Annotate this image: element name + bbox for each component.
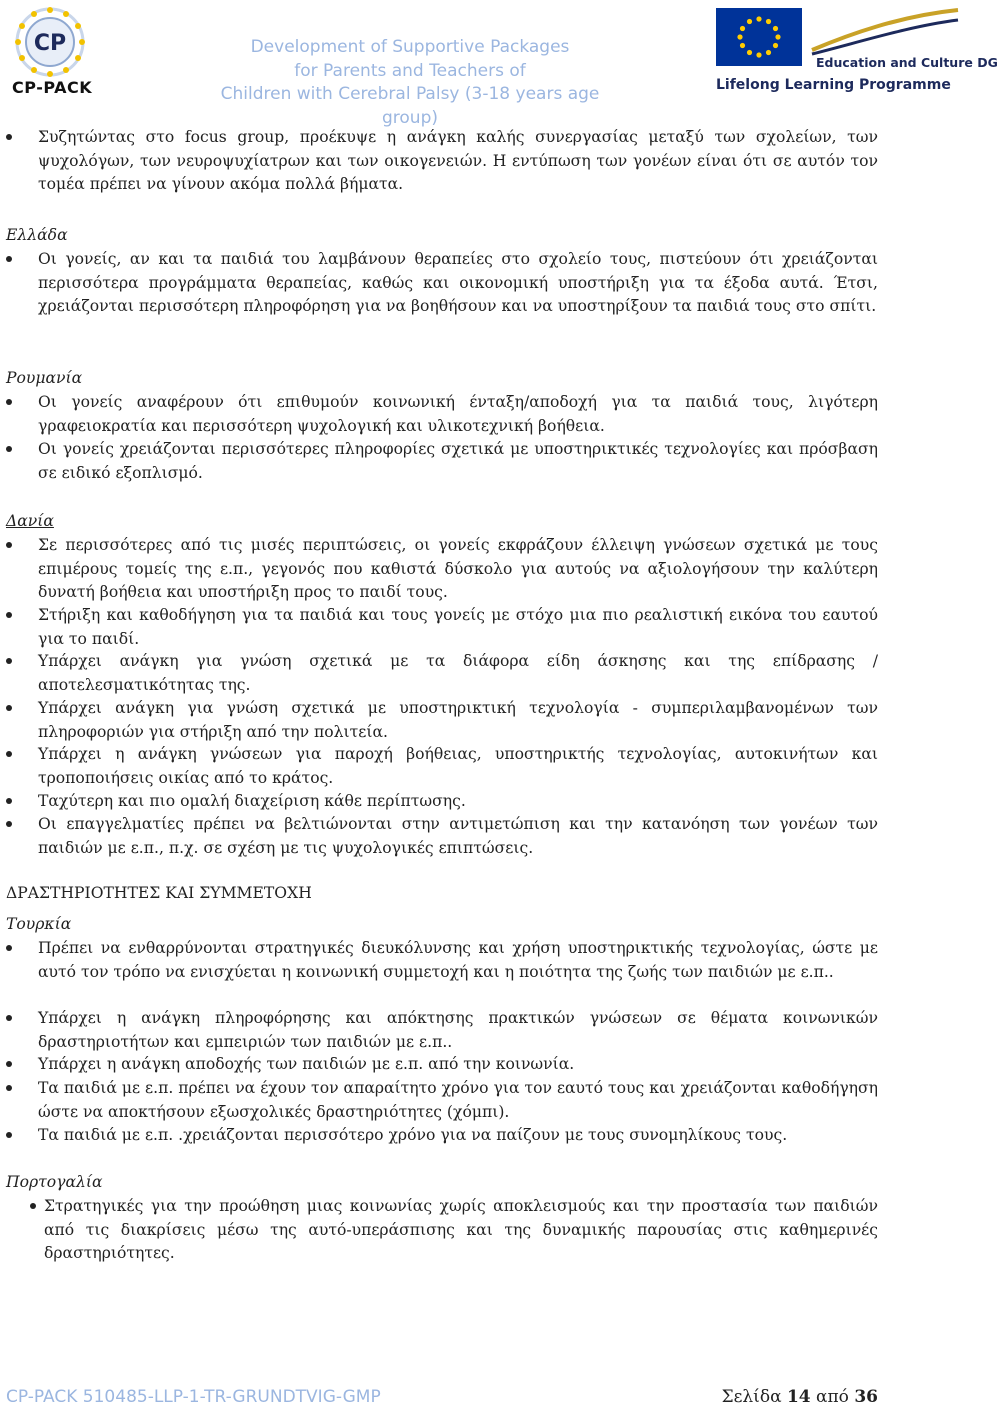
bullet-icon [6, 612, 12, 618]
footer-code: CP-PACK 510485-LLP-1-TR-GRUNDTVIG-GMP [6, 1387, 381, 1407]
footer-page-number [722, 1387, 878, 1407]
bullet-icon [30, 1203, 36, 1209]
heading-turkey: Τουρκία [6, 915, 72, 933]
list-item: Οι γονείς, αν και τα παιδιά του λαμβάνουν θεραπείες στο σχολείο τους, πιστεύουν ότι χρειάζονται περισσότερα προγράμματα θεραπείας, καθώς και οικονομική υποστήριξη για τα έξοδα αυτά. Έτσι, χρειάζονται περισσότερη πληροφόρηση για να βοηθήσουν και να υποστηρίξουν τα παιδιά τους στο σπίτι. [38, 250, 878, 315]
list-item: Οι γονείς χρειάζονται περισσότερες πληροφορίες σχετικά με υποστηρικτικές τεχνολογίες και πρόσβαση σε ειδικό εξοπλισμό. [38, 440, 878, 482]
svg-text:CP: CP [33, 31, 67, 56]
list-item: Συζητώντας στο focus group, προέκυψε η ανάγκη καλής συνεργασίας μεταξύ των σχολείων, των ψυχολόγων, των νευροψυχίατρων και των οικογενειών. Η εντύπωση των γονέων είναι ότι σε αυτόν τον τομέα πρέπει να γίνουν ακόμα πολλά βήματα. [38, 128, 878, 193]
bullet-icon [6, 705, 12, 711]
bullet-icon [6, 1015, 12, 1021]
list-item: Υπάρχει η ανάγκη πληροφόρησης και απόκτησης πρακτικών γνώσεων σε θέματα κοινωνικών δραστηριοτήτων και εμπειριών των παιδιών με ε.π.. [38, 1009, 878, 1051]
eu-flag-icon [716, 8, 802, 66]
heading-romania: Ρουμανία [6, 369, 83, 387]
bullet-icon [6, 658, 12, 664]
list-item: Υπάρχει η ανάγκη γνώσεων για παροχή βοήθειας, υποστηρικτής τεχνολογίας, αυτοκινήτων και τροποποιήσεις οικίας από το κράτος. [38, 745, 878, 787]
page-prefix: Σελίδα [721, 1387, 782, 1407]
bullet-icon [6, 134, 12, 140]
bullet-icon [6, 256, 12, 262]
edu-culture-label: Education and Culture DG [816, 55, 998, 70]
bullet-icon [6, 751, 12, 757]
page-of: από [816, 1387, 849, 1407]
header-title-line3: Children with Cerebral Palsy (3-18 years age group) [220, 84, 600, 128]
bullet-icon [6, 542, 12, 548]
list-item: Ταχύτερη και πιο ομαλή διαχείριση κάθε περίπτωσης. [38, 792, 466, 810]
list-item: Τα παιδιά με ε.π. .χρειάζονται περισσότερο χρόνο για να παίζουν με τους συνομηλίκους τους. [38, 1126, 788, 1144]
heading-greece: Ελλάδα [6, 226, 68, 244]
page-total: 36 [854, 1387, 878, 1407]
list-item: Πρέπει να ενθαρρύνονται στρατηγικές διευκόλυνσης και χρήση υποστηρικτικής τεχνολογίας, ώστε με αυτό τον τρόπο να ενισχύεται η κοινωνική συμμετοχή και η ποιότητα της ζωής των παιδιών με ε.π.. [38, 939, 878, 981]
list-item: Υπάρχει η ανάγκη αποδοχής των παιδιών με ε.π. από την κοινωνία. [38, 1055, 575, 1073]
list-item: Σε περισσότερες από τις μισές περιπτώσεις, οι γονείς εκφράζουν έλλειψη γνώσεων σχετικά με τους επιμέρους τομείς της ε.π., γεγονός που καθιστά δύσκολο για αυτούς να αξιολογήσουν την καλύτερη δυνατή βοήθεια και υποστήριξη προς το παιδί τους. [38, 536, 878, 601]
bullet-icon [6, 821, 12, 827]
list-item: Υπάρχει ανάγκη για γνώση σχετικά με τα διάφορα είδη άσκησης και της επίδρασης / αποτελεσματικότητας της. [38, 652, 878, 694]
bullet-icon [6, 798, 12, 804]
list-item: Στρατηγικές για την προώθηση μιας κοινωνίας χωρίς αποκλεισμούς και την προστασία των παιδιών από τις διακρίσεις μέσω της αυτό-υπεράσπισης και της δυναμικής παρουσίας στις καθημερινές δραστηριότητες. [44, 1197, 878, 1262]
swoosh-icon [810, 6, 960, 56]
page-header [0, 0, 998, 128]
header-title-line1: Development of Supportive Packages [250, 37, 570, 57]
bullet-icon [6, 399, 12, 405]
bullet-icon [6, 446, 12, 452]
llp-label: Lifelong Learning Programme [716, 77, 951, 93]
list-item: Τα παιδιά με ε.π. πρέπει να έχουν τον απαραίτητο χρόνο για τον εαυτό τους και χρειάζονται καθοδήγηση ώστε να αποκτήσουν εξωσχολικές δραστηριότητες (χόμπι). [38, 1079, 878, 1121]
header-title-line2: for Parents and Teachers of [294, 60, 526, 81]
bullet-icon [6, 1132, 12, 1138]
list-item: Οι επαγγελματίες πρέπει να βελτιώνονται στην αντιμετώπιση και την κατανόηση των γονέων των παιδιών με ε.π., π.χ. σε σχέση με τις ψυχολογικές επιπτώσεις. [38, 815, 878, 857]
page-current: 14 [786, 1387, 811, 1407]
list-item: Στήριξη και καθοδήγηση για τα παιδιά και τους γονείς με στόχο μια πιο ρεαλιστική εικόνα του εαυτού για το παιδί. [38, 606, 878, 648]
heading-portugal: Πορτογαλία [6, 1173, 103, 1191]
bullet-icon [6, 1061, 12, 1067]
bullet-icon [6, 1085, 12, 1091]
heading-activities: ΔΡΑΣΤΗΡΙΟΤΗΤΕΣ ΚΑΙ ΣΥΜΜΕΤΟΧΗ [6, 884, 312, 902]
logo-text: CP-PACK [12, 78, 93, 97]
list-item: Υπάρχει ανάγκη για γνώση σχετικά με υποστηρικτική τεχνολογία - συμπεριλαμβανομένων των πληροφοριών για στήριξη από την πολιτεία. [38, 699, 878, 741]
header-title [190, 36, 630, 130]
heading-denmark: Δανία [6, 512, 54, 530]
bullet-icon [6, 945, 12, 951]
list-item: Οι γονείς αναφέρουν ότι επιθυμούν κοινωνική ένταξη/αποδοχή για τα παιδιά τους, λιγότερη γραφειοκρατία και περισσότερη ψυχολογική και υλικοτεχνική βοήθεια. [38, 393, 878, 435]
